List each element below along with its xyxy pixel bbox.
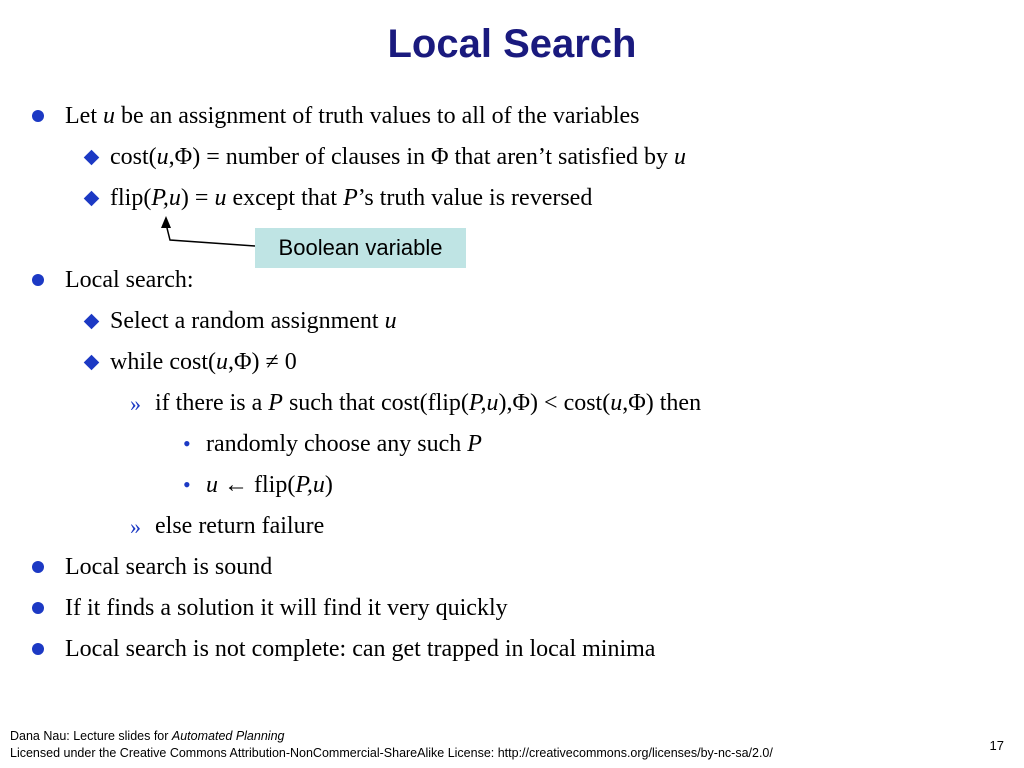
bullet-local-search: Local search: <box>65 267 194 293</box>
boolean-variable-callout: Boolean variable <box>255 228 466 268</box>
footer-license: Licensed under the Creative Commons Attribution-NonCommercial-ShareAlike License: http://creativecommons.org/licenses/by-nc-sa/2.0/ <box>10 746 773 760</box>
text: ’s truth value is reversed <box>357 185 593 211</box>
var-p: P <box>343 185 358 211</box>
var-pu: P,u <box>151 185 181 211</box>
bullet-small-dot: • <box>183 472 191 497</box>
text: Dana Nau: Lecture slides for <box>10 729 172 743</box>
bullet-sound: Local search is sound <box>65 554 273 580</box>
bullet-select-random <box>110 307 397 335</box>
text: Select a random assignment <box>110 308 385 334</box>
text: ) = <box>180 185 215 211</box>
var-pu: P,u <box>295 472 325 498</box>
text: ,Φ) then <box>622 390 702 416</box>
var-u: u <box>156 144 169 170</box>
text: ),Φ) < cost( <box>498 390 611 416</box>
bullet-dot <box>32 643 44 655</box>
var-u: u <box>215 349 228 375</box>
bullet-quick: If it finds a solution it will find it very quickly <box>65 595 508 621</box>
var-p: P <box>268 390 283 416</box>
page-number: 17 <box>989 738 1004 753</box>
text: except that <box>226 185 344 211</box>
bullet-guillemet: » <box>130 514 141 539</box>
var-u: u <box>206 472 218 498</box>
bullet-if-condition <box>155 389 701 417</box>
text: flip( <box>110 185 152 211</box>
text: ← flip( <box>218 472 296 498</box>
var-u: u <box>384 308 397 334</box>
bullet-small-dot: • <box>183 431 191 456</box>
bullet-dot <box>32 602 44 614</box>
text: cost( <box>110 144 157 170</box>
bullet-guillemet: » <box>130 391 141 416</box>
bullet-random-choose <box>206 430 482 458</box>
book-title: Automated Planning <box>171 729 285 743</box>
bullet-else-failure: else return failure <box>155 513 325 539</box>
bullet-dot <box>32 561 44 573</box>
slide-title: Local Search <box>387 22 637 66</box>
bullet-dot <box>32 274 44 286</box>
text: such that cost(flip( <box>282 390 469 416</box>
text: ) <box>324 472 333 498</box>
text: while cost( <box>110 349 216 375</box>
text: be an assignment of truth values to all of the variables <box>114 103 640 129</box>
text: ,Φ) = number of clauses in Φ that aren’t satisfied by <box>168 144 675 170</box>
var-u: u <box>214 185 227 211</box>
var-u: u <box>102 103 115 129</box>
text: if there is a <box>155 390 269 416</box>
text: Let <box>65 103 103 129</box>
footer-credit <box>10 728 284 744</box>
var-p: P <box>467 431 482 457</box>
text: ,Φ) ≠ 0 <box>227 349 297 375</box>
bullet-while-loop <box>110 348 297 376</box>
text: randomly choose any such <box>206 431 468 457</box>
bullet-assign-flip <box>206 471 333 499</box>
bullet-not-complete: Local search is not complete: can get trapped in local minima <box>65 636 656 662</box>
var-pu: P,u <box>468 390 499 416</box>
var-u: u <box>674 144 687 170</box>
var-u: u <box>610 390 623 416</box>
